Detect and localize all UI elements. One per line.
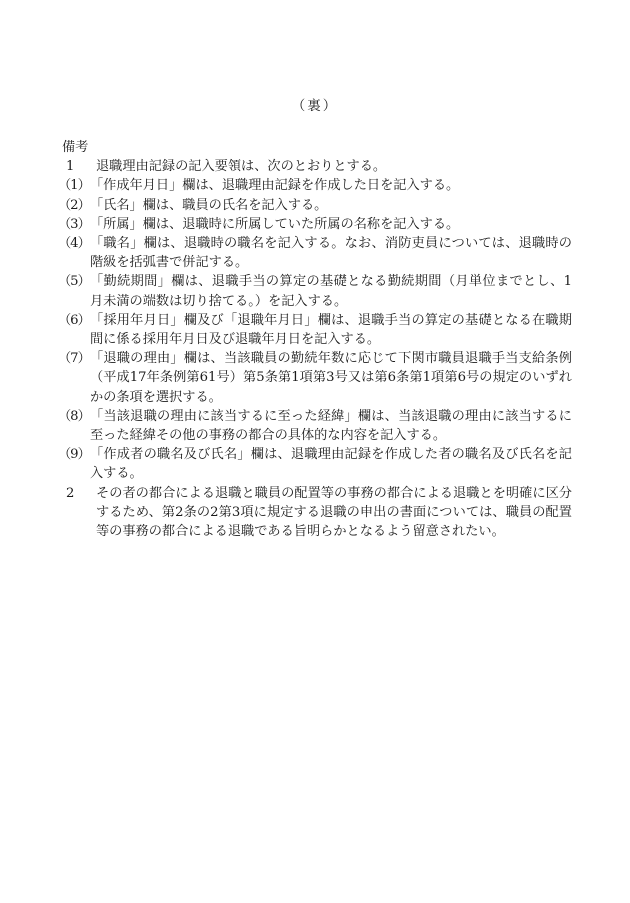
item-number: 2 [66,485,75,501]
remarks-section [58,138,572,541]
item-number: （5） [58,274,90,290]
remark-subitem [58,176,572,195]
item-text: その者の都合による退職と職員の配置等の事務の都合による退職とを明確に区分するため、第2条の2第3項に規定する退職の申出の書面については、職員の配置等の事務の都合による退職である旨明らかとなるよう留意されたい。 [96,485,572,540]
remark-subitem [58,445,572,483]
item-number: （6） [58,312,90,328]
item-text: 「氏名」欄は、職員の氏名を記入する。 [90,197,328,213]
item-number: （3） [58,216,90,232]
item-text: 「作成年月日」欄は、退職理由記録を作成した日を記入する。 [90,178,460,194]
remark-subitem [58,234,572,272]
item-number: （1） [58,178,90,194]
item-text: 「職名」欄は、退職時の職名を記入する。なお、消防吏員については、退職時の階級を括弧書で併記する。 [90,236,572,271]
item-text: 「採用年月日」欄及び「退職年月日」欄は、退職手当の算定の基礎となる在職期間に係る採用年月日及び退職年月日を記入する。 [90,312,572,348]
remark-subitem [58,311,572,349]
remarks-heading: 備考 [62,140,89,155]
item-number: （8） [58,408,90,424]
item-text: 「作成者の職名及び氏名」欄は、退職理由記録を作成した者の職名及び氏名を記入する。 [90,447,572,482]
item-number: （2） [58,197,90,213]
item-text: 退職理由記録の記入要領は、次のとおりとする。 [96,159,387,175]
remark-subitem [58,196,572,215]
remarks-list [58,157,572,541]
remark-item [62,157,572,176]
item-number: （4） [58,236,90,252]
remark-subitem [58,272,572,310]
remark-subitem [58,215,572,234]
page-title: （裏） [291,98,339,114]
item-number: （7） [58,351,90,367]
item-number: （9） [58,447,90,463]
remark-item [62,484,572,542]
remark-subitem [58,407,572,445]
item-text: 「所属」欄は、退職時に所属していた所属の名称を記入する。 [90,216,460,232]
item-text: 「当該退職の理由に該当するに至った経緯」欄は、当該退職の理由に該当するに至った経緯その他の事務の都合の具体的な内容を記入する。 [90,408,572,444]
item-text: 「勤続期間」欄は、退職手当の算定の基礎となる勤続期間（月単位までとし、1月未満の端数は切り捨てる。）を記入する。 [90,274,572,309]
remark-subitem [58,349,572,407]
item-number: 1 [66,159,75,175]
item-text: 「退職の理由」欄は、当該職員の勤続年数に応じて下関市職員退職手当支給条例（平成17年条例第61号）第5条第1項第3号又は第6条第1項第6号の規定のいずれかの条項を選択する。 [90,351,572,405]
